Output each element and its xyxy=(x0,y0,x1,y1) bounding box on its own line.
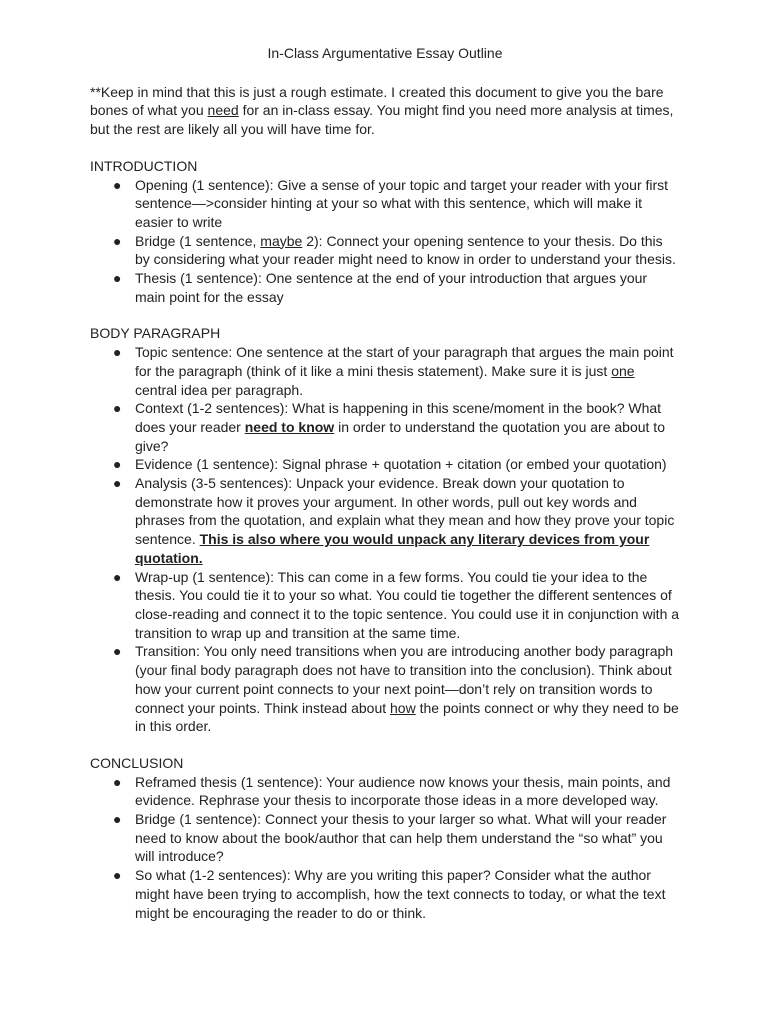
bullet-list xyxy=(90,343,680,736)
note-emphasis-need: need xyxy=(207,102,239,119)
document-page xyxy=(90,44,680,940)
section-introduction xyxy=(90,157,680,307)
bullet-icon: ● xyxy=(113,811,122,828)
item-text: in order to understand the quotation you are about to give? xyxy=(135,418,665,454)
item-emphasis: how xyxy=(390,699,416,716)
bullet-icon: ● xyxy=(113,176,122,193)
list-item xyxy=(90,642,680,736)
item-text: 2): Connect your opening sentence to your thesis. Do this by considering what your reader might need to know in order to understand your thesis. xyxy=(135,232,676,268)
list-item xyxy=(90,568,680,643)
item-text: Bridge (1 sentence, xyxy=(135,232,261,249)
bullet-icon: ● xyxy=(113,270,122,287)
list-item xyxy=(90,232,680,269)
item-text: Transition: You only need transitions when you are introducing another body paragraph (your final body paragraph does not have to transition into the conclusion). Think about how your current point connects to your next point—don’t rely on transition words to connect your points. Think instead about xyxy=(135,643,674,716)
item-emphasis: need to know xyxy=(244,418,335,435)
list-item xyxy=(90,176,680,232)
bullet-icon: ● xyxy=(113,568,122,585)
item-text: the points connect or why they need to be in this order. xyxy=(135,699,679,735)
bullet-icon: ● xyxy=(113,344,122,361)
bullet-icon: ● xyxy=(113,456,122,473)
item-emphasis: maybe xyxy=(260,232,303,249)
bullet-icon: ● xyxy=(113,475,122,492)
list-item xyxy=(90,269,680,306)
section-body-paragraph xyxy=(90,324,680,735)
bullet-icon: ● xyxy=(113,643,122,660)
item-text: So what (1-2 sentences): Why are you writing this paper? Consider what the author might have been trying to accomplish, how the text connects to today, or what the text might be encouraging the reader to do or think. xyxy=(135,867,666,921)
item-text: Bridge (1 sentence): Connect your thesis to your larger so what. What will your reader need to know about the book/author that can help them understand the “so what” you will introduce? xyxy=(135,811,667,865)
item-text: Wrap-up (1 sentence): This can come in a few forms. You could tie your idea to the thesis. You could tie it to your so what. You could tie together the different sentences of close-reading and connect it to the topic sentence. You could use it in conjunction with a transition to wrap up and transition at the same time. xyxy=(135,568,680,641)
bullet-list xyxy=(90,773,680,923)
item-text: Analysis (3-5 sentences): Unpack your evidence. Break down your quotation to demonstrate how it proves your argument. In other words, pull out key words and phrases from the quotation, and explain what they mean and how they prove your topic sentence. xyxy=(135,475,675,548)
item-text: Evidence (1 sentence): Signal phrase + quotation + citation (or embed your quotation) xyxy=(135,456,667,473)
section-conclusion xyxy=(90,754,680,922)
item-text: central idea per paragraph. xyxy=(135,381,304,398)
item-emphasis: This is also where you would unpack any literary devices from your quotation. xyxy=(135,531,650,566)
list-item xyxy=(90,810,680,866)
item-text: Thesis (1 sentence): One sentence at the end of your introduction that argues your main point for the essay xyxy=(135,270,648,305)
bullet-icon: ● xyxy=(113,400,122,417)
item-emphasis: one xyxy=(611,362,635,379)
list-item xyxy=(90,474,680,568)
list-item xyxy=(90,343,680,399)
section-heading: BODY PARAGRAPH xyxy=(90,325,221,342)
list-item xyxy=(90,773,680,810)
bullet-icon: ● xyxy=(113,867,122,884)
note-text: **Keep in mind that this is just a rough estimate. I created this document to give you the bare bones of what you xyxy=(90,83,664,119)
page-title: In-Class Argumentative Essay Outline xyxy=(267,45,503,61)
intro-note xyxy=(90,83,680,139)
item-text: Reframed thesis (1 sentence): Your audience now knows your thesis, main points, and evidence. Rephrase your thesis to incorporate those ideas in a more developed way. xyxy=(135,773,671,809)
section-heading: CONCLUSION xyxy=(90,754,184,771)
item-text: Topic sentence: One sentence at the start of your paragraph that argues the main point for the paragraph (think of it like a mini thesis statement). Make sure it is just xyxy=(135,344,674,379)
list-item xyxy=(90,866,680,922)
bullet-icon: ● xyxy=(113,773,122,790)
section-heading: INTRODUCTION xyxy=(90,157,198,174)
bullet-list xyxy=(90,176,680,307)
list-item xyxy=(90,399,680,455)
item-text: Context (1-2 sentences): What is happening in this scene/moment in the book? What does your reader xyxy=(135,400,662,435)
bullet-icon: ● xyxy=(113,232,122,249)
note-text: for an in-class essay. You might find you need more analysis at times, but the rest are likely all you will have time for. xyxy=(90,102,674,138)
list-item xyxy=(90,455,680,474)
item-text: Opening (1 sentence): Give a sense of your topic and target your reader with your first sentence—>consider hinting at your so what with this sentence, which will make it easier to write xyxy=(135,176,669,230)
